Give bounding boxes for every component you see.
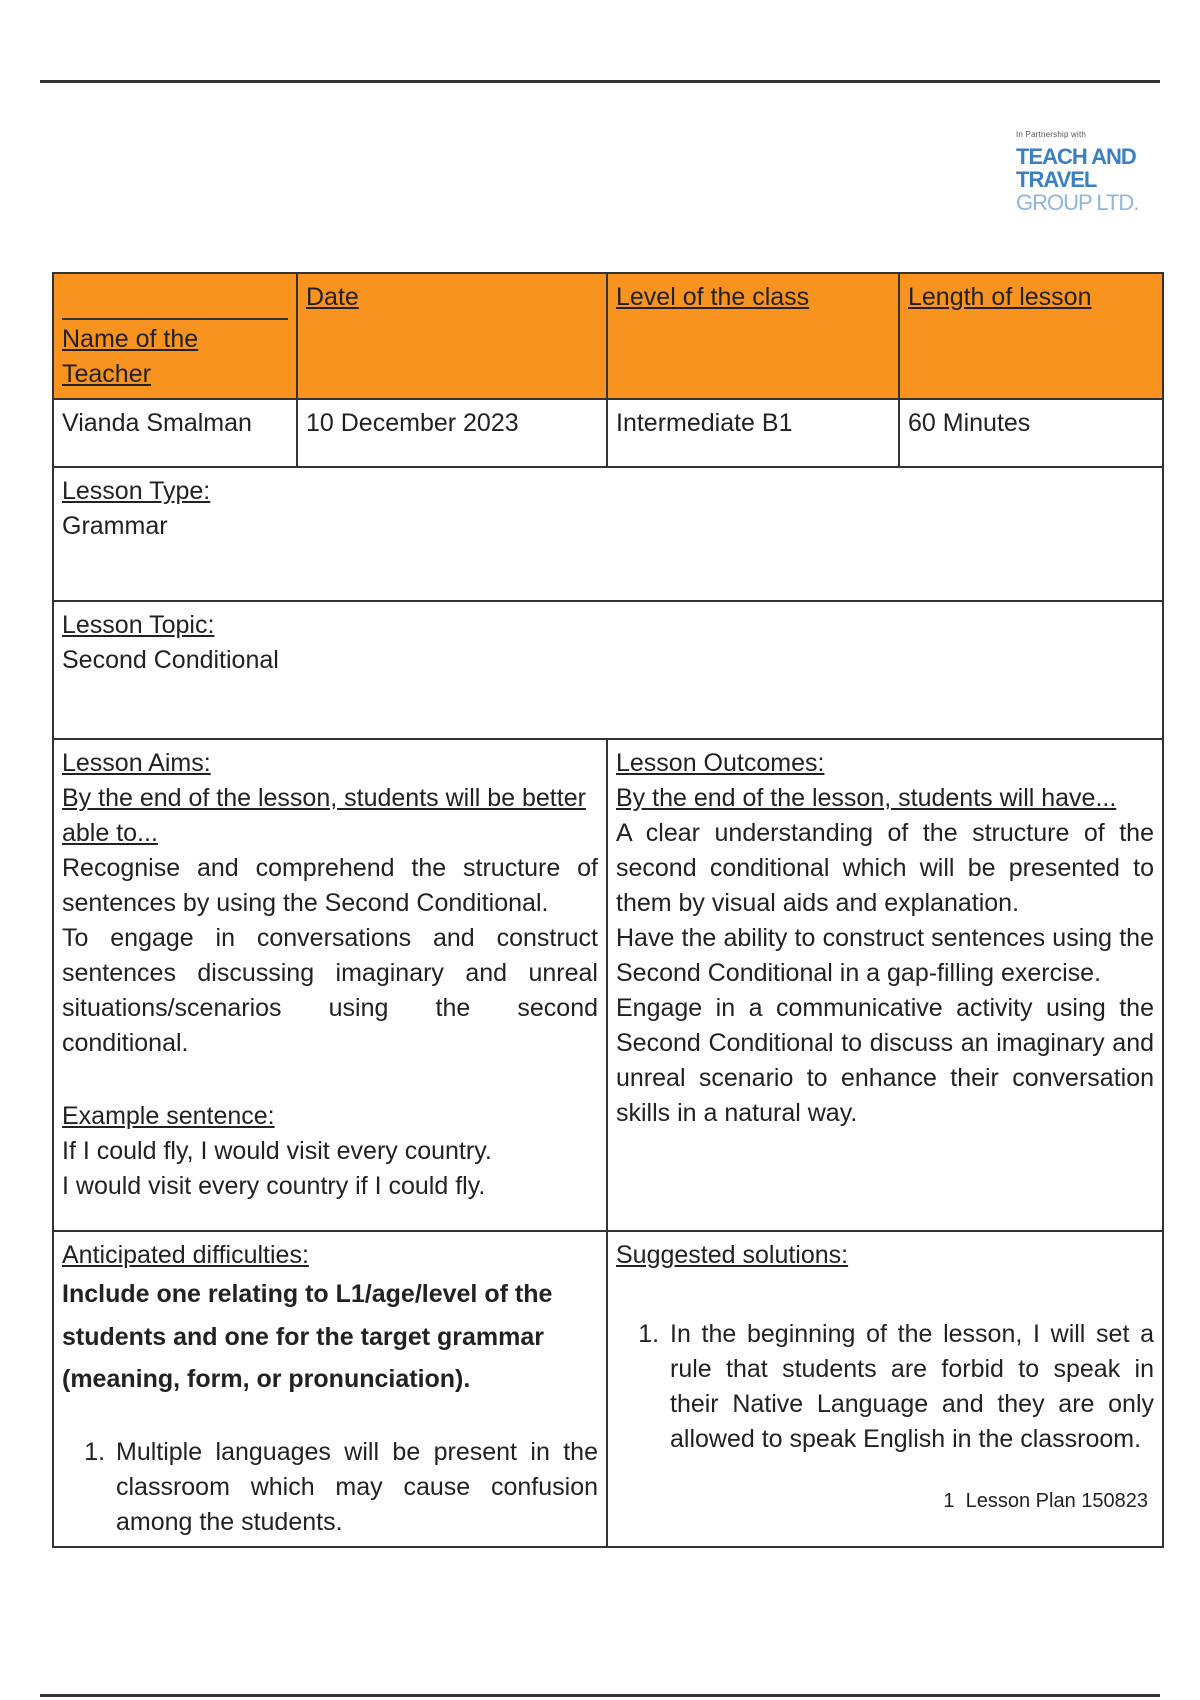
page-number: 1 bbox=[943, 1490, 955, 1512]
aims-outcomes-row bbox=[53, 739, 1163, 1231]
solution-item: 1. In the beginning of the lesson, I will set a rule that students are forbid to speak in their Native Language and they are only allowed to speak English in the classroom. bbox=[666, 1317, 1154, 1457]
lesson-type-row bbox=[53, 467, 1163, 601]
difficulties-label: Anticipated difficulties: bbox=[62, 1241, 309, 1269]
header-teacher-cell bbox=[53, 273, 297, 399]
aims-intro: By the end of the lesson, students will be better able to... bbox=[62, 784, 586, 847]
outcomes-intro: By the end of the lesson, students will have... bbox=[616, 784, 1117, 812]
lesson-topic-value: Second Conditional bbox=[62, 646, 279, 674]
lesson-plan-table bbox=[52, 272, 1164, 1548]
header-level-cell bbox=[607, 273, 899, 399]
date-label: Date bbox=[306, 283, 359, 311]
partner-logo bbox=[1016, 130, 1156, 214]
header-row bbox=[53, 273, 1163, 399]
difficulty-item: 1. Multiple languages will be present in the classroom which may cause confusion among the students. bbox=[112, 1435, 598, 1540]
outcome-item: Have the ability to construct sentences using the Second Conditional in a gap-filling exercise. bbox=[616, 924, 1154, 987]
page-footer bbox=[943, 1490, 1148, 1513]
bottom-rule bbox=[40, 1694, 1160, 1697]
length-label: Length of lesson bbox=[908, 283, 1092, 311]
aim-item: Recognise and comprehend the structure of sentences by using the Second Conditional. bbox=[62, 854, 598, 917]
lesson-topic-label: Lesson Topic: bbox=[62, 611, 215, 639]
logo-line-1: TEACH AND TRAVEL bbox=[1016, 144, 1136, 193]
example-sentence: If I could fly, I would visit every country. bbox=[62, 1137, 492, 1165]
example-sentence: I would visit every country if I could fly. bbox=[62, 1172, 486, 1200]
example-label: Example sentence: bbox=[62, 1102, 275, 1130]
teacher-value: Vianda Smalman bbox=[53, 399, 297, 467]
level-label: Level of the class bbox=[616, 283, 810, 311]
level-value: Intermediate B1 bbox=[607, 399, 899, 467]
outcome-item: A clear understanding of the structure of the second conditional which will be presented to them by visual aids and explanation. bbox=[616, 819, 1154, 917]
solutions-label: Suggested solutions: bbox=[616, 1241, 849, 1269]
logo-line-2: GROUP LTD. bbox=[1016, 190, 1139, 216]
outcomes-label: Lesson Outcomes: bbox=[616, 749, 825, 777]
outcome-item: Engage in a communicative activity using the Second Conditional to discuss an imaginary and unreal scenario to enhance their conversation skills in a natural way. bbox=[616, 994, 1154, 1127]
length-value: 60 Minutes bbox=[899, 399, 1163, 467]
lesson-type-value: Grammar bbox=[62, 512, 168, 540]
difficulties-cell bbox=[53, 1231, 607, 1547]
values-row bbox=[53, 399, 1163, 467]
logo-tagline: In Partnership with bbox=[1016, 130, 1087, 139]
footer-doc-title: Lesson Plan 150823 bbox=[965, 1490, 1148, 1512]
header-date-cell bbox=[297, 273, 607, 399]
header-length-cell bbox=[899, 273, 1163, 399]
lesson-type-cell bbox=[53, 467, 1163, 601]
aims-label: Lesson Aims: bbox=[62, 749, 211, 777]
lesson-topic-cell bbox=[53, 601, 1163, 739]
lesson-type-label: Lesson Type: bbox=[62, 477, 211, 505]
solutions-list bbox=[616, 1317, 1154, 1457]
difficulties-instruction: Include one relating to L1/age/level of the students and one for the target grammar (meaning, form, or pronunciation). bbox=[62, 1280, 553, 1393]
lesson-topic-row bbox=[53, 601, 1163, 739]
outcomes-cell bbox=[607, 739, 1163, 1231]
aim-item: To engage in conversations and construct sentences discussing imaginary and unreal situations/scenarios using the second conditional. bbox=[62, 924, 598, 1057]
difficulties-list bbox=[62, 1435, 598, 1540]
teacher-label: Name of the Teacher bbox=[62, 325, 199, 388]
date-value: 10 December 2023 bbox=[297, 399, 607, 467]
aims-cell bbox=[53, 739, 607, 1231]
top-rule bbox=[40, 80, 1160, 83]
